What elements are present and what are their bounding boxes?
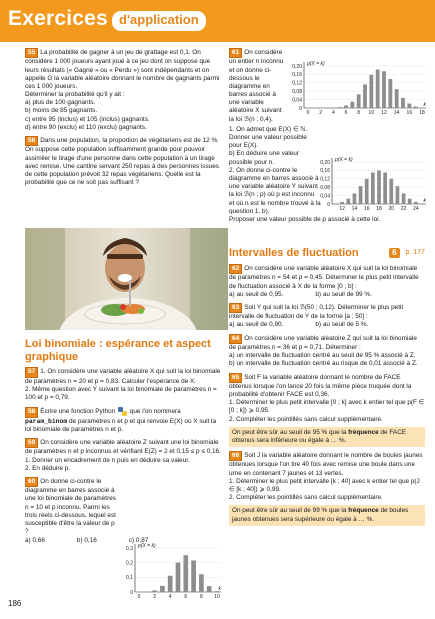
left-column [25, 48, 222, 191]
bar-chart-60 [123, 540, 223, 602]
code-function-name: param_binom [25, 417, 68, 425]
x-tick-label: 6 [184, 594, 188, 600]
bar [363, 84, 367, 108]
answer-a: a) 0,66 [25, 537, 45, 545]
question-2-prompt: Proposer une valeur possible de p associé à cette loi. [229, 215, 381, 223]
bar [199, 574, 204, 592]
chart-title: p(X = k) [307, 61, 325, 67]
y-tick-label: 0,12 [292, 80, 302, 87]
y-tick-label: 0,16 [292, 72, 302, 79]
exercise-text: que l'on nommera [129, 408, 181, 416]
x-tick-label: 2 [319, 110, 323, 116]
x-tick-label: 8 [200, 594, 203, 600]
bar [369, 75, 373, 108]
exercise-text: Écrire une fonction Python [40, 408, 116, 416]
bar [388, 79, 392, 108]
x-tick-label: 0 [137, 594, 141, 600]
exercise-59 [25, 438, 222, 473]
page-number: 186 [8, 599, 22, 608]
bar [371, 173, 375, 205]
exercise-66 [229, 451, 425, 526]
x-tick-label: 12 [381, 110, 387, 116]
bar [389, 179, 393, 204]
bar [338, 107, 342, 108]
exercise-number: 60 [25, 477, 38, 487]
question-1a: 1. On admet que E(X) ∈ ℕ. Donner une valeur possible pour E(X). [229, 125, 308, 150]
x-axis-label: k [423, 102, 426, 108]
answer-a: a) plus de 100 gagnants. [25, 99, 96, 107]
answer-a: a) au seuil de 0,90. [229, 321, 284, 329]
answer-b: b) au seuil de 5 %. [315, 321, 369, 329]
bar [191, 560, 196, 592]
question-2: 2. On donne ci-contre le diagramme en barres associé à une variable aléatoire Y suivant la loi ℬ(n ; p) où p est inconnu et où n est le nombre trouvé à la question 1. b). [229, 166, 321, 215]
exercise-text: Dans une population, la proportion de végétariens est de 12 %. On suppose cette population suffisamment grande pour pouvoir assimiler le tirage d'une personne dans cette population à un tirage avec remise. Une cantine servant 250 repas à des personnes issues de cette population prévoit 32 repas végétariens. Quelle est la probabilité que ce ne soit pas suffisant ? [25, 137, 219, 187]
bar [402, 194, 406, 205]
exercise-question: Déterminer la probabilité qu'il y ait : [25, 91, 125, 99]
answer-b: b) un intervalle de fluctuation centré au risque de 0,01 associé à Z. [229, 360, 418, 368]
exercise-number: 61 [229, 48, 242, 58]
x-tick-label: 22 [400, 206, 407, 212]
answer-b: b) moins de 85 gagnants. [25, 107, 98, 115]
exercise-number: 62 [229, 264, 242, 274]
exercise-65 [229, 373, 425, 448]
exercise-64 [229, 334, 425, 369]
exercise-text: Soit J la variable aléatoire donnant le nombre de boules jaunes obtenues lorsque l'on tire 40 fois avec remise une boule dans une urne en contenant 7 jaunes et 13 vertes. [229, 452, 423, 477]
exercise-number: 64 [229, 334, 242, 344]
exercise-number: 59 [25, 438, 38, 448]
question-2: 2. Compléter les pointillés sans calcul supplémentaire. [229, 494, 383, 502]
section-badge: 6 [389, 248, 399, 258]
bar [377, 170, 381, 204]
bar [401, 98, 405, 108]
y-tick-label: 0 [130, 589, 133, 596]
bar [396, 186, 400, 204]
fill-in-text: de FACE obtenus sera inférieure ou égale à … %. [232, 428, 407, 444]
x-tick-label: 18 [419, 110, 425, 116]
exercise-text: de paramètres n et p et qui renvoie E(X) où X suit la loi binomiale de paramètres n et p. [25, 417, 217, 433]
y-tick-label: 0,20 [292, 63, 302, 70]
y-tick-label: 0,1 [126, 575, 133, 582]
exercise-56 [25, 136, 222, 187]
page-title: Exercices [8, 7, 108, 30]
y-tick-label: 0,08 [320, 185, 330, 191]
bar [152, 590, 157, 592]
header-badge: d'application [112, 11, 206, 31]
python-logo-icon [117, 406, 128, 417]
section-page-ref: p. 177 [405, 248, 425, 256]
question-1: 1. On considère une variable aléatoire X qui suit la loi binomiale de paramètres n = 20 et p = 0,83. Calculer l'espérance de X. [25, 368, 221, 385]
exercise-55 [25, 48, 222, 132]
exercise-60 [25, 477, 222, 546]
fill-in-box [229, 427, 425, 447]
exercise-number: 57 [25, 367, 38, 377]
x-tick-label: 4 [168, 594, 172, 600]
chart-title: p(X = k) [138, 543, 156, 549]
exercise-number: 56 [25, 136, 38, 146]
question-2: 2. Compléter les pointillés sans calcul supplémentaire. [229, 415, 383, 423]
y-tick-label: 0,3 [126, 545, 133, 552]
question-1: 1. Donner un encadrement de n puis en déduire sa valeur. [25, 456, 190, 464]
bar [414, 202, 418, 204]
y-tick-label: 0,16 [320, 168, 330, 175]
x-tick-label: 10 [214, 594, 220, 600]
bar [168, 576, 173, 592]
fill-in-text: de boules jaunes obtenues sera supérieure ou égale à … %. [232, 507, 409, 523]
bar [346, 199, 350, 204]
question-1b: b) En déduire une valeur possible pour n. [229, 150, 299, 166]
bar [408, 199, 412, 204]
bar [382, 71, 386, 108]
question-2: 2. En déduire p. [25, 464, 71, 472]
bar [365, 179, 369, 204]
x-tick-label: 2 [153, 594, 156, 600]
left-column-lower [25, 332, 222, 550]
section-title-binomial: Loi binomiale : espérance et aspect graphique [25, 338, 211, 363]
y-tick-label: 0,04 [292, 97, 302, 104]
x-axis-label: k [423, 198, 426, 204]
exercise-57 [25, 367, 222, 402]
answer-a: a) un intervalle de fluctuation centré au seuil de 95 % associé à Z. [229, 352, 416, 360]
bar [414, 107, 418, 108]
bar [383, 173, 387, 205]
exercise-text: On donne ci-contre le diagramme en barres associé à une loi binomiale de paramètres n = 10 et p inconnu. Parmi les trois réels ci-dessous, lequel est susceptible d'être la valeur de p ? [25, 477, 116, 536]
bar [359, 186, 363, 204]
exercise-number: 58 [25, 407, 38, 417]
question-1: 1. Déterminer le plus petit intervalle [k ; 40] avec k entier tel que p(J ∈ [k ; 40]) ⩾ 0,99. [229, 477, 420, 494]
exercise-62 [229, 264, 425, 299]
bar-chart-61-x [288, 58, 428, 118]
x-tick-label: 4 [331, 110, 335, 116]
fill-in-text: On peut être sûr au seuil de 99 % que la [232, 507, 349, 515]
x-tick-label: 16 [406, 110, 413, 116]
exercise-number: 63 [229, 303, 242, 313]
bar [207, 586, 212, 592]
exercise-text: On considère une variable aléatoire Z suivant une loi binomiale de paramètres n et p inconnus et vérifiant E(Z) = 2 et 0,15 ≤ p ≤ 0,16. [25, 439, 221, 456]
bar [344, 105, 348, 108]
bar [160, 586, 165, 592]
bar [176, 563, 181, 592]
exercise-text: On considère un entier n inconnu et on donne ci-dessous le diagramme en barres associé à une variable aléatoire X suivant la loi ℬ(n ; 0,4). [229, 49, 284, 123]
y-tick-label: 0 [327, 201, 330, 208]
bar [407, 104, 411, 108]
exercise-63 [229, 303, 425, 330]
x-tick-label: 10 [368, 110, 375, 116]
fill-in-text: On peut être sûr au seuil de 95 % que la [232, 428, 349, 436]
answer-b: b) 0,16 [76, 537, 97, 545]
bar [334, 203, 338, 204]
section-title-intervals: Intervalles de fluctuation [229, 247, 359, 259]
x-tick-label: 20 [388, 206, 395, 212]
bar [357, 94, 361, 108]
fill-in-box [229, 505, 425, 525]
y-tick-label: 0,04 [320, 193, 330, 200]
y-tick-label: 0 [299, 105, 302, 112]
exercise-58 [25, 406, 222, 434]
exercise-number: 55 [25, 48, 38, 58]
x-tick-label: 14 [393, 110, 400, 116]
x-tick-label: 8 [357, 110, 361, 116]
fill-in-keyword: fréquence [348, 507, 379, 515]
y-tick-label: 0,12 [320, 176, 330, 183]
bar-chart-61-y [316, 154, 428, 214]
exercise-text: La probabilité de gagner à un jeu de grattage est 0,1. On considère 1 000 joueurs ayant joué à ce jeu dont on suppose que leurs résultats (« Gagné » ou « Perdu ») sont indépendants et on appelle G la variable aléatoire donnant le nombre de gagnants parmi ces 1 000 joueurs. [25, 49, 220, 90]
x-tick-label: 16 [363, 206, 370, 212]
x-axis-label: k [218, 586, 221, 592]
answer-c: c) 0,87 [128, 537, 149, 545]
x-tick-label: 0 [306, 110, 310, 116]
exercise-text: Soit F la variable aléatoire donnant le nombre de FACE obtenus lorsque l'on lance 20 fois la même pièce truquée dont la probabilité d'obtenir FACE est 0,36. [229, 373, 412, 399]
answer-c: c) entre 95 (inclus) et 105 (inclus) gagnants. [25, 115, 150, 123]
bar [340, 202, 344, 204]
exercise-text: Soit Y qui suit la loi ℬ(50 ; 0,12). Déterminer le plus petit intervalle de fluctuation de Y de la forme [a ; 50] : [229, 303, 404, 321]
question-2: 2. Même question avec Y suivant la loi binomiale de paramètres n = 100 et p = 0,79. [25, 385, 217, 401]
x-tick-label: 24 [413, 206, 419, 212]
answer-d: d) entre 90 (exclu) et 110 (exclu) gagnants. [25, 123, 147, 131]
exercise-text: On considère une variable aléatoire X qui suit la loi binomiale de paramètres n = 54 et p = 0,45. Déterminer le plus petit intervalle de fluctuation associé à X de la forme [0 ; b] : [229, 265, 419, 290]
x-tick-label: 12 [339, 206, 345, 212]
photo-man-eating-salad [25, 228, 228, 330]
y-tick-label: 0,20 [320, 159, 330, 166]
y-tick-label: 0,2 [126, 560, 133, 567]
y-tick-label: 0,08 [292, 89, 302, 95]
right-column-lower [229, 246, 425, 530]
bar [395, 89, 399, 108]
exercise-text: On considère une variable aléatoire Z qui suit la loi binomiale de paramètres n = 36 et p = 0,71. Déterminer : [229, 334, 417, 351]
exercise-number: 65 [229, 373, 242, 383]
bar [183, 555, 188, 592]
bar [350, 102, 354, 108]
x-tick-label: 18 [376, 206, 382, 212]
x-tick-label: 6 [344, 110, 348, 116]
answer-b: b) au seuil de 99 %. [315, 290, 372, 298]
x-tick-label: 14 [351, 206, 358, 212]
bar [376, 70, 380, 108]
fill-in-keyword: fréquence [348, 428, 379, 436]
bar [353, 194, 357, 205]
chart-title: p(X = k) [335, 157, 353, 163]
question-1: 1. Déterminer le plus petit intervalle [0 ; k] avec k entier tel que p(F ∈ [0 ; k]) ⩾ 0,95. [229, 399, 425, 415]
exercise-number: 66 [229, 451, 242, 461]
answer-a: a) au seuil de 0,95. [229, 290, 284, 298]
